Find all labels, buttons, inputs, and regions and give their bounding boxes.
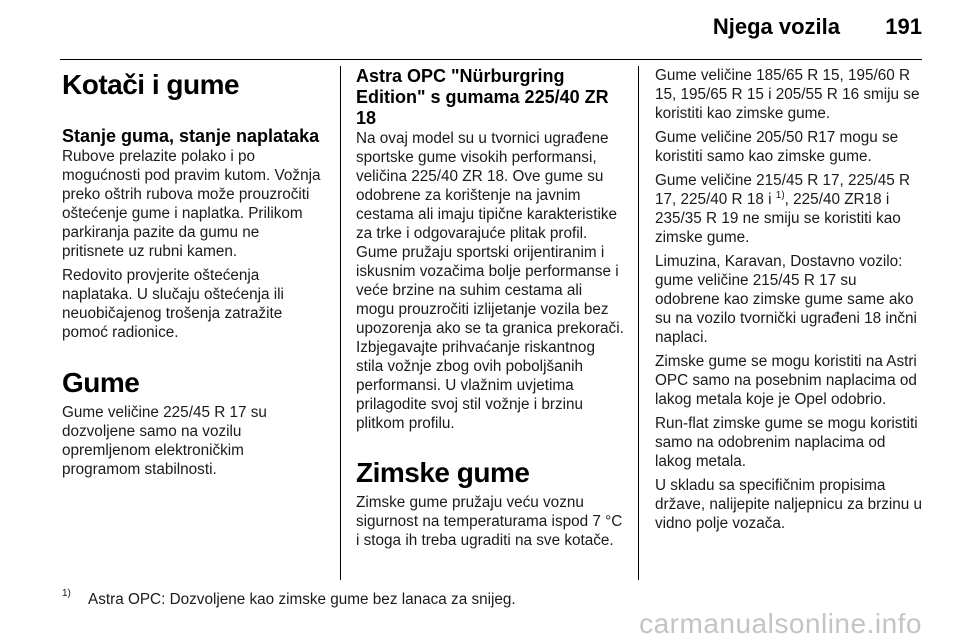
paragraph-speed-sticker: U skladu sa specifičnim propisima države, nalijepite naljepnicu za brzinu u vidno polje vozača. — [655, 477, 923, 532]
paragraph-run-flat: Run-flat zimske gume se mogu koristiti samo na odobrenim naplacima od lakog metala. — [655, 415, 918, 470]
paragraph-not-winter — [655, 171, 923, 247]
page-number: 191 — [885, 14, 922, 39]
paragraph-tyre-size-esp: Gume veličine 225/45 R 17 su dozvoljene samo na vozilu opremljenom elektroničkim programom stabilnosti. — [62, 404, 267, 478]
footnote-mark: 1) — [62, 588, 71, 599]
paragraph-performance-tyres: Na ovaj model su u tvornici ugrađene sportske gume visokih performansi, veličina 225/40 ZR 18. Ove gume su odobrene za korištenje na javnim cestama ali imaju tipične karakteristike za trke i odgovarajuće plitak profil. Gume pružaju sportski orijentiranim i iskusnim vozačima bolje performanse i veće brzine na suhim cestama ali mogu prouzročiti izlijetanje vozila bez upozorenja ako se ta granica prekorači. Izbjegavajte prihvaćanje riskantnog stila vožnje zbog ovih poboljšanih performansi. U vlažnim uvjetima prilagodite svoj stil vožnje i brzinu plitkom profilu. — [356, 130, 624, 432]
header-title: Njega vozila — [712, 14, 840, 39]
subsection-title-astra-opc: Astra OPC "Nürburgring Edition" s gumama 225/40 ZR 18 — [356, 66, 609, 128]
header-rule — [60, 59, 922, 60]
column-divider-2 — [638, 66, 639, 580]
paragraph-winter-safety: Zimske gume pružaju veću voznu sigurnost na temperaturama ispod 7 °C i stoga ih treba ugraditi na sve kotače. — [356, 494, 623, 549]
section-title-tyres: Gume — [62, 367, 140, 398]
section-title-wheels-tyres: Kotači i gume — [62, 69, 240, 100]
section-title-winter-tyres: Zimske gume — [356, 457, 530, 488]
column-left — [62, 66, 324, 484]
footnote-text: Astra OPC: Dozvoljene kao zimske gume bez lanaca za snijeg. — [88, 591, 516, 608]
column-divider-1 — [340, 66, 341, 580]
paragraph-opc-rims: Zimske gume se mogu koristiti na Astri OPC samo na posebnim naplacima od lakog metala koje je Opel odobrio. — [655, 353, 917, 408]
not-winter-text-b: , 225/40 ZR18 i 235/35 R 19 ne smiju se koristiti kao zimske gume. — [655, 191, 901, 246]
subsection-title-condition: Stanje guma, stanje naplataka — [62, 126, 320, 146]
column-right — [655, 66, 923, 538]
watermark: carmanualsonline.info — [639, 608, 922, 639]
paragraph-winter-sizes: Gume veličine 185/65 R 15, 195/60 R 15, 195/65 R 15 i 205/55 R 16 smiju se koristiti kao zimske gume. — [655, 67, 920, 122]
column-middle — [356, 66, 624, 555]
paragraph-kerbs: Rubove prelazite polako i po mogućnosti pod pravim kutom. Vožnja preko oštrih rubova može prouzročiti oštećenje gume i naplatka. Prilikom parkiranja pazite da gumu ne pritisnete uz rubni kamen. — [62, 148, 321, 260]
paragraph-body-variants: Limuzina, Karavan, Dostavno vozilo: gume veličine 215/45 R 17 su odobrene kao zimske gume same ako su na vozilo tvornički ugrađeni 18 inčni naplaci. — [655, 253, 917, 346]
not-winter-text-a: Gume veličine 215/45 R 17, 225/45 R 17, 225/40 R 18 i — [655, 172, 911, 208]
footnote-reference: 1) — [775, 189, 785, 201]
paragraph-rim-damage: Redovito provjerite oštećenja naplataka. U slučaju oštećenja ili neuobičajenog trošenja zatražite pomoć radionice. — [62, 267, 284, 341]
paragraph-winter-only: Gume veličine 205/50 R17 mogu se koristiti samo kao zimske gume. — [655, 129, 899, 165]
